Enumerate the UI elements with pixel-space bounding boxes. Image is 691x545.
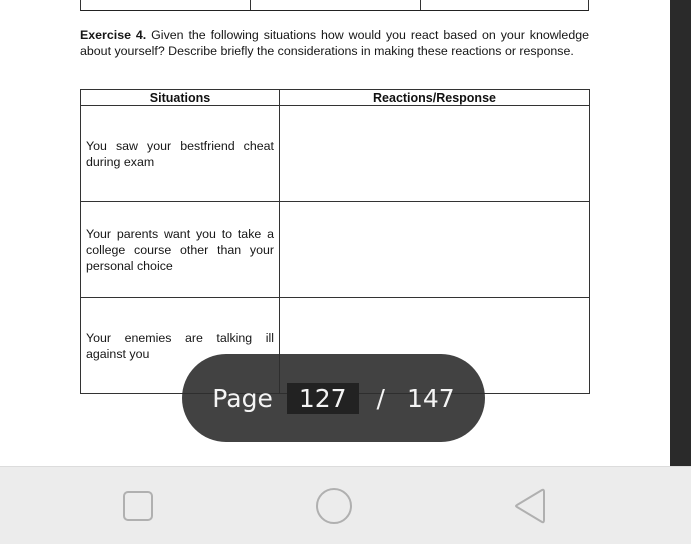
- back-button[interactable]: [500, 467, 560, 545]
- header-situations: Situations: [81, 90, 280, 106]
- recent-apps-button[interactable]: [108, 467, 168, 545]
- situations-table: [80, 89, 590, 394]
- exercise-text: Given the following situations how would you react based on your knowledge about yourself? Describe briefly the considerations in making these reactions or response.: [80, 28, 589, 58]
- table-column-divider: [250, 0, 251, 10]
- previous-table-fragment: [80, 0, 589, 11]
- current-page-number[interactable]: 127: [287, 383, 359, 414]
- square-icon: [122, 490, 154, 522]
- exercise-instructions: [80, 28, 589, 59]
- situation-cell: You saw your bestfriend cheat during exam: [81, 106, 280, 202]
- back-triangle-icon: [513, 487, 547, 525]
- response-cell: [280, 202, 590, 298]
- circle-icon: [315, 487, 353, 525]
- page-label: Page: [212, 383, 273, 413]
- page-separator: /: [376, 383, 385, 413]
- header-reactions: Reactions/Response: [280, 90, 590, 106]
- table-header-row: [81, 90, 590, 106]
- home-button[interactable]: [304, 467, 364, 545]
- table-row: [81, 106, 590, 202]
- total-pages: 147: [406, 383, 455, 413]
- exercise-label: Exercise 4.: [80, 28, 147, 42]
- table-row: [81, 202, 590, 298]
- system-navigation-bar: [0, 466, 691, 544]
- page-indicator[interactable]: [182, 354, 485, 442]
- situation-cell: Your parents want you to take a college course other than your personal choice: [81, 202, 280, 298]
- situation-cell: Your enemies are talking ill against you: [81, 298, 280, 394]
- scrollbar-rail[interactable]: [670, 0, 691, 466]
- response-cell: [280, 106, 590, 202]
- table-column-divider: [420, 0, 421, 10]
